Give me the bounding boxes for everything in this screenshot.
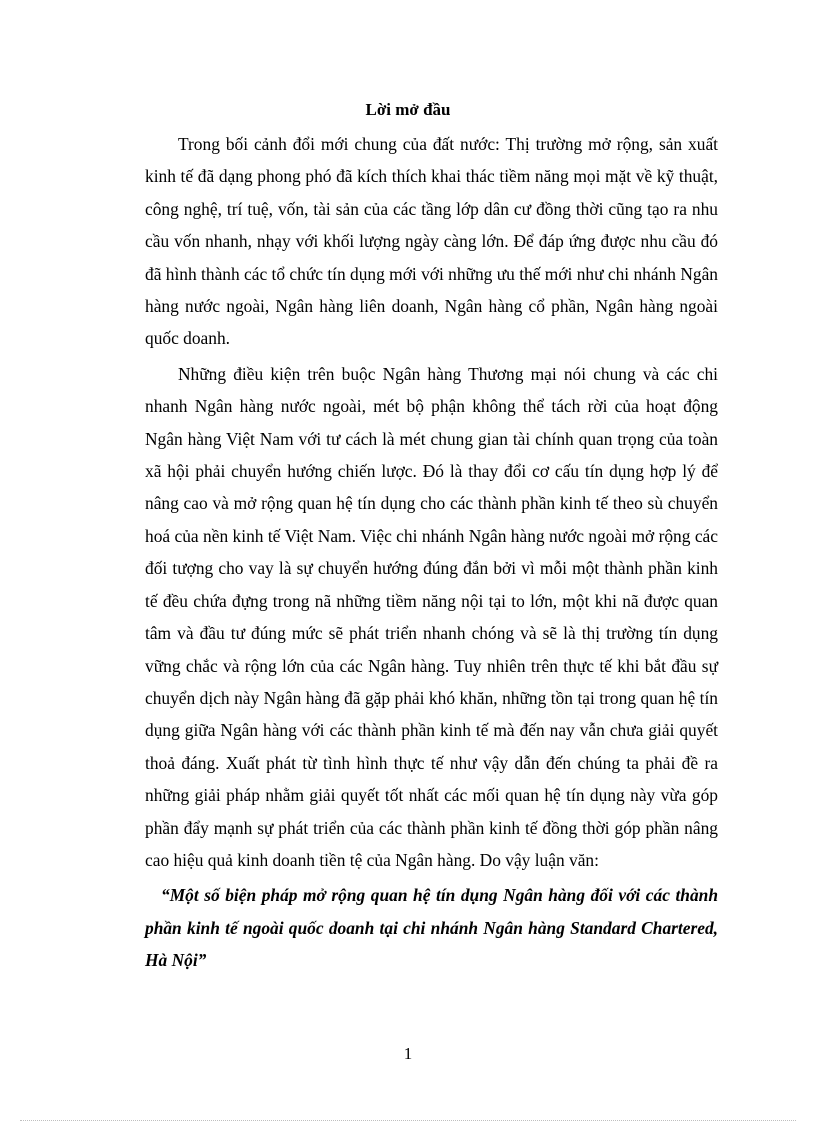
paragraph-intro: Trong bối cảnh đổi mới chung của đất nước: Thị trường mở rộng, sản xuất kinh tế đã dạng phong phó đã kích thích khai thác tiềm năng mọi mặt về kỹ thuật, công nghệ, trí tuệ, vốn, tài sản của các tầng lớp dân cư đồng thời cũng tạo ra nhu cầu vốn nhanh, nhạy với khối lượng ngày càng lớn. Để đáp ứng được nhu cầu đó đã hình thành các tổ chức tín dụng mới với những ưu thế mới như chi nhánh Ngân hàng nước ngoài, Ngân hàng liên doanh, Ngân hàng cổ phần, Ngân hàng ngoài quốc doanh. [145,134,718,349]
body-text [145,128,718,977]
paragraph-context: Những điều kiện trên buộc Ngân hàng Thương mại nói chung và các chi nhanh Ngân hàng nước ngoài, mét bộ phận không thể tách rời của hoạt động Ngân hàng Việt Nam với tư cách là mét chung gian tài chính quan trọng của toàn xã hội phải chuyển hướng chiến lược. Đó là thay đổi cơ cấu tín dụng hợp lý để nâng cao và mở rộng quan hệ tín dụng cho các thành phần kinh tế theo sù chuyển hoá của nền kinh tế Việt Nam. Việc chi nhánh Ngân hàng nước ngoài mở rộng các đối tượng cho vay là sự chuyển hướng đúng đắn bởi vì mỗi một thành phần kinh tế đều chứa đựng trong nã những tiềm năng nội tại to lớn, một khi nã được quan tâm và đầu tư đúng mức sẽ phát triển nhanh chóng và sẽ là thị trường tín dụng vững chắc và rộng lớn của các Ngân hàng. Tuy nhiên trên thực tế khi bắt đầu sự chuyển dịch này Ngân hàng đã gặp phải khó khăn, những tồn tại trong quan hệ tín dụng giữa Ngân hàng với các thành phần kinh tế mà đến nay vẫn chưa giải quyết thoả đáng. Xuất phát từ tình hình thực tế như vậy dẫn đến chúng ta phải đề ra những giải pháp nhằm giải quyết tốt nhất các mối quan hệ tín dụng này vừa góp phần đẩy mạnh sự phát triển của các thành phần kinh tế đồng thời góp phần nâng cao hiệu quả kinh doanh tiền tệ của Ngân hàng. Do vậy luận văn: [145,363,718,870]
page-number: 1 [403,1044,413,1063]
thesis-title: “Một số biện pháp mở rộng quan hệ tín dụng Ngân hàng đối với các thành phần kinh tế ngoài quốc doanh tại chi nhánh Ngân hàng Standard Chartered, Hà Nội” [145,885,718,971]
page-break-divider [20,1120,796,1121]
page-title: Lời mở đầu [365,100,451,119]
